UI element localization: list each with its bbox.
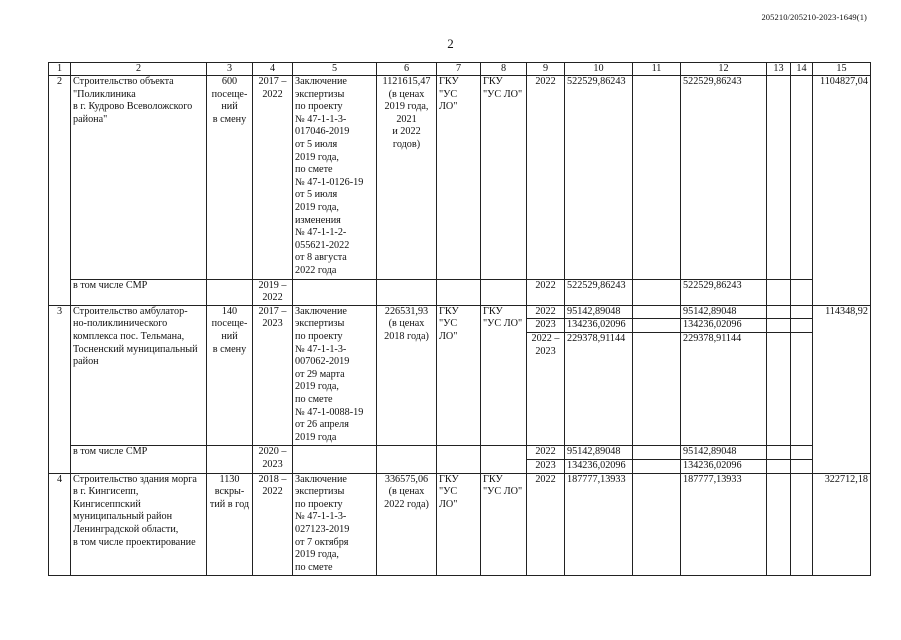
header-cell: 7: [437, 63, 481, 76]
year: 2022 – 2023: [527, 332, 565, 445]
value-col-11: [633, 473, 681, 576]
value-col-11: [633, 332, 681, 445]
value-col-10: 229378,91144: [565, 332, 633, 445]
value-col-14: [791, 305, 813, 319]
period: 2018 – 2022: [253, 473, 293, 576]
value-col-12: 522529,86243: [681, 76, 767, 280]
estimated-cost: 226531,93 (в ценах 2018 года): [377, 305, 437, 446]
smr-cost: [377, 446, 437, 473]
value-col-12: 522529,86243: [681, 279, 767, 305]
value-col-11: [633, 446, 681, 460]
header-cell: 10: [565, 63, 633, 76]
value-col-13: [767, 305, 791, 319]
year: 2022: [527, 279, 565, 305]
value-col-12: 134236,02096: [681, 459, 767, 473]
header-cell: 8: [481, 63, 527, 76]
object-name: Строительство амбулатор- но-поликлинического комплекса пос. Тельмана, Тосненский муниципальный район: [71, 305, 207, 446]
year: 2022: [527, 305, 565, 319]
developer: ГКУ "УС ЛО": [481, 76, 527, 280]
smr-label: в том числе СМР: [71, 446, 207, 473]
header-cell: 3: [207, 63, 253, 76]
smr-developer: [481, 279, 527, 305]
smr-customer: [437, 446, 481, 473]
value-col-13: [767, 473, 791, 576]
header-cell: 1: [49, 63, 71, 76]
smr-capacity: [207, 446, 253, 473]
value-col-13: [767, 279, 791, 305]
value-col-14: [791, 446, 813, 460]
estimated-cost: 1121615,47 (в ценах 2019 года, 2021 и 2022 годов): [377, 76, 437, 280]
value-col-11: [633, 76, 681, 280]
header-cell: 6: [377, 63, 437, 76]
header-cell: 13: [767, 63, 791, 76]
table-row-smr: [49, 446, 871, 460]
smr-capacity: [207, 279, 253, 305]
value-col-15: 322712,18: [813, 473, 871, 576]
smr-customer: [437, 279, 481, 305]
value-col-13: [767, 459, 791, 473]
value-col-10: 95142,89048: [565, 305, 633, 319]
value-col-13: [767, 76, 791, 280]
header-cell: 12: [681, 63, 767, 76]
value-col-12: 134236,02096: [681, 319, 767, 333]
page-number: 2: [447, 36, 454, 51]
customer: ГКУ "УС ЛО": [437, 76, 481, 280]
table-row: [49, 305, 871, 319]
value-col-15: 1104827,04: [813, 76, 871, 306]
value-col-10: 522529,86243: [565, 279, 633, 305]
value-col-12: 95142,89048: [681, 305, 767, 319]
header-cell: 11: [633, 63, 681, 76]
value-col-13: [767, 446, 791, 460]
value-col-14: [791, 319, 813, 333]
developer: ГКУ "УС ЛО": [481, 473, 527, 576]
capacity: 1130 вскры- тий в год: [207, 473, 253, 576]
row-number: 4: [49, 473, 71, 576]
expertise: Заключение экспертизы по проекту № 47-1-1-3- 007062-2019 от 29 марта 2019 года, по смете № 47-1-0088-19 от 26 апреля 2019 года: [293, 305, 377, 446]
smr-period: 2019 – 2022: [253, 279, 293, 305]
header-cell: 15: [813, 63, 871, 76]
document-id: 205210/205210-2023-1649(1): [761, 12, 867, 22]
smr-period: 2020 – 2023: [253, 446, 293, 473]
object-name: Строительство здания морга в г. Кингисепп, Кингисеппский муниципальный район Ленинградской области, в том числе проектирование: [71, 473, 207, 576]
value-col-11: [633, 279, 681, 305]
value-col-10: 134236,02096: [565, 319, 633, 333]
table-row-smr: [49, 279, 871, 305]
header-cell: 5: [293, 63, 377, 76]
smr-developer: [481, 446, 527, 473]
value-col-10: 95142,89048: [565, 446, 633, 460]
developer: ГКУ "УС ЛО": [481, 305, 527, 446]
header-cell: 9: [527, 63, 565, 76]
period: 2017 – 2022: [253, 76, 293, 280]
value-col-10: 187777,13933: [565, 473, 633, 576]
header-cell: 14: [791, 63, 813, 76]
smr-expertise: [293, 446, 377, 473]
header-cell: 2: [71, 63, 207, 76]
header-row: [49, 63, 871, 76]
value-col-12: 229378,91144: [681, 332, 767, 445]
estimated-cost: 336575,06 (в ценах 2022 года): [377, 473, 437, 576]
year: 2022: [527, 446, 565, 460]
smr-expertise: [293, 279, 377, 305]
period: 2017 – 2023: [253, 305, 293, 446]
table-row: [49, 473, 871, 576]
value-col-14: [791, 76, 813, 280]
object-name: Строительство объекта "Поликлиника в г. Кудрово Всеволожского района": [71, 76, 207, 280]
header-cell: 4: [253, 63, 293, 76]
value-col-14: [791, 332, 813, 445]
value-col-11: [633, 305, 681, 319]
budget-table: [48, 62, 871, 576]
year: 2023: [527, 319, 565, 333]
value-col-14: [791, 279, 813, 305]
year: 2022: [527, 76, 565, 280]
row-number: 2: [49, 76, 71, 306]
value-col-13: [767, 319, 791, 333]
value-col-12: 95142,89048: [681, 446, 767, 460]
customer: ГКУ "УС ЛО": [437, 305, 481, 446]
expertise: Заключение экспертизы по проекту № 47-1-1-3- 027123-2019 от 7 октября 2019 года, по смете: [293, 473, 377, 576]
capacity: 140 посеще- ний в смену: [207, 305, 253, 446]
value-col-15: 114348,92: [813, 305, 871, 473]
year: 2023: [527, 459, 565, 473]
table-row: [49, 76, 871, 280]
expertise: Заключение экспертизы по проекту № 47-1-1-3- 017046-2019 от 5 июля 2019 года, по смете № 47-1-0126-19 от 5 июля 2019 года, изменения № 47-1-1-2- 055621-2022 от 8 августа 2022 года: [293, 76, 377, 280]
smr-cost: [377, 279, 437, 305]
value-col-10: 134236,02096: [565, 459, 633, 473]
customer: ГКУ "УС ЛО": [437, 473, 481, 576]
value-col-11: [633, 319, 681, 333]
capacity: 600 посеще- ний в смену: [207, 76, 253, 280]
value-col-14: [791, 473, 813, 576]
value-col-13: [767, 332, 791, 445]
year: 2022: [527, 473, 565, 576]
value-col-11: [633, 459, 681, 473]
value-col-10: 522529,86243: [565, 76, 633, 280]
value-col-14: [791, 459, 813, 473]
value-col-12: 187777,13933: [681, 473, 767, 576]
smr-label: в том числе СМР: [71, 279, 207, 305]
row-number: 3: [49, 305, 71, 473]
